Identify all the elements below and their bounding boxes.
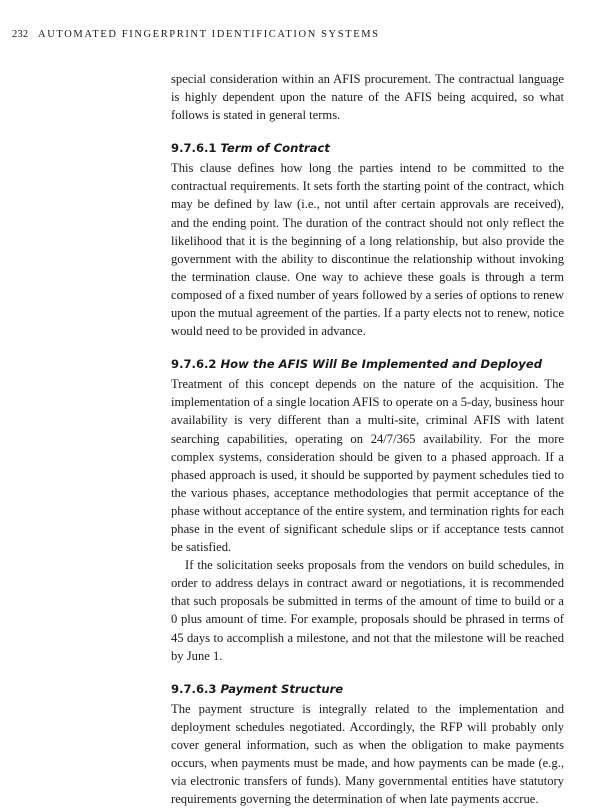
page-number: 232 xyxy=(12,29,29,40)
section-heading-term-of-contract xyxy=(171,140,564,157)
running-header xyxy=(12,29,380,40)
section-number: 9.7.6.1 xyxy=(171,141,217,156)
section-number: 9.7.6.2 xyxy=(171,357,217,372)
section-title: Payment Structure xyxy=(220,681,344,696)
section-heading-implementation xyxy=(171,356,564,373)
section-number: 9.7.6.3 xyxy=(171,681,217,696)
intro-paragraph: special consideration within an AFIS procurement. The contractual language is highly dependent upon the nature of the AFIS being acquired, so what follows is stated in general terms. xyxy=(171,72,564,123)
book-title: AUTOMATED FINGERPRINT IDENTIFICATION SYSTEMS xyxy=(38,29,380,40)
body-text xyxy=(171,70,564,808)
paragraph-implementation: Treatment of this concept depends on the nature of the acquisition. The implementation of a single location AFIS to operate on a 5-day, business hour availability is very different than a multi-site, criminal AFIS with latent searching capabilities, operating on 24/7/365 availability. For the more complex systems, consideration should be given to a phased approach. If a phased approach is used, it should be supported by payment schedules tied to the various phases, acceptance methodologies that permit acceptance of the phase without acceptance of the entire system, and termination rights for each phase in the event of significant schedule slips or if acceptance tests cannot be satisfied. xyxy=(171,377,564,555)
paragraph-payment-structure: The payment structure is integrally related to the implementation and deployment schedules negotiated. Accordingly, the RFP will probably only cover general information, such as when the obligation to make payments occurs, when payments must be made, and how payments can be made (e.g., via electronic transfers of funds). Many governmental entities have statutory requirements governing the determination of when late payments accrue. xyxy=(171,701,564,807)
section-title: How the AFIS Will Be Implemented and Deployed xyxy=(220,357,542,372)
section-title: Term of Contract xyxy=(220,141,330,156)
section-heading-payment-structure xyxy=(171,681,564,698)
paragraph-term-of-contract: This clause defines how long the parties intend to be committed to the contractual requirements. It sets forth the starting point of the contract, which may be defined by law (i.e., not until after certain approvals are received), and the ending point. The duration of the contract should not only reflect the likelihood that it is the beginning of a long relationship, but also provide the government with the ability to discontinue the relationship without invoking the termination clause. One way to achieve these goals is through a term composed of a fixed number of years followed by a series of options to renew upon the mutual agreement of the parties. If a party elects not to renew, notice would need to be provided in advance. xyxy=(171,161,564,339)
paragraph-build-schedules: If the solicitation seeks proposals from the vendors on build schedules, in order to address delays in contract award or negotiations, it is recommended that such proposals be submitted in terms of the amount of time to build or a 0 plus amount of time. For example, proposals should be phrased in terms of 45 days to accomplish a milestone, and not that the milestone will be reached by June 1. xyxy=(171,558,564,663)
